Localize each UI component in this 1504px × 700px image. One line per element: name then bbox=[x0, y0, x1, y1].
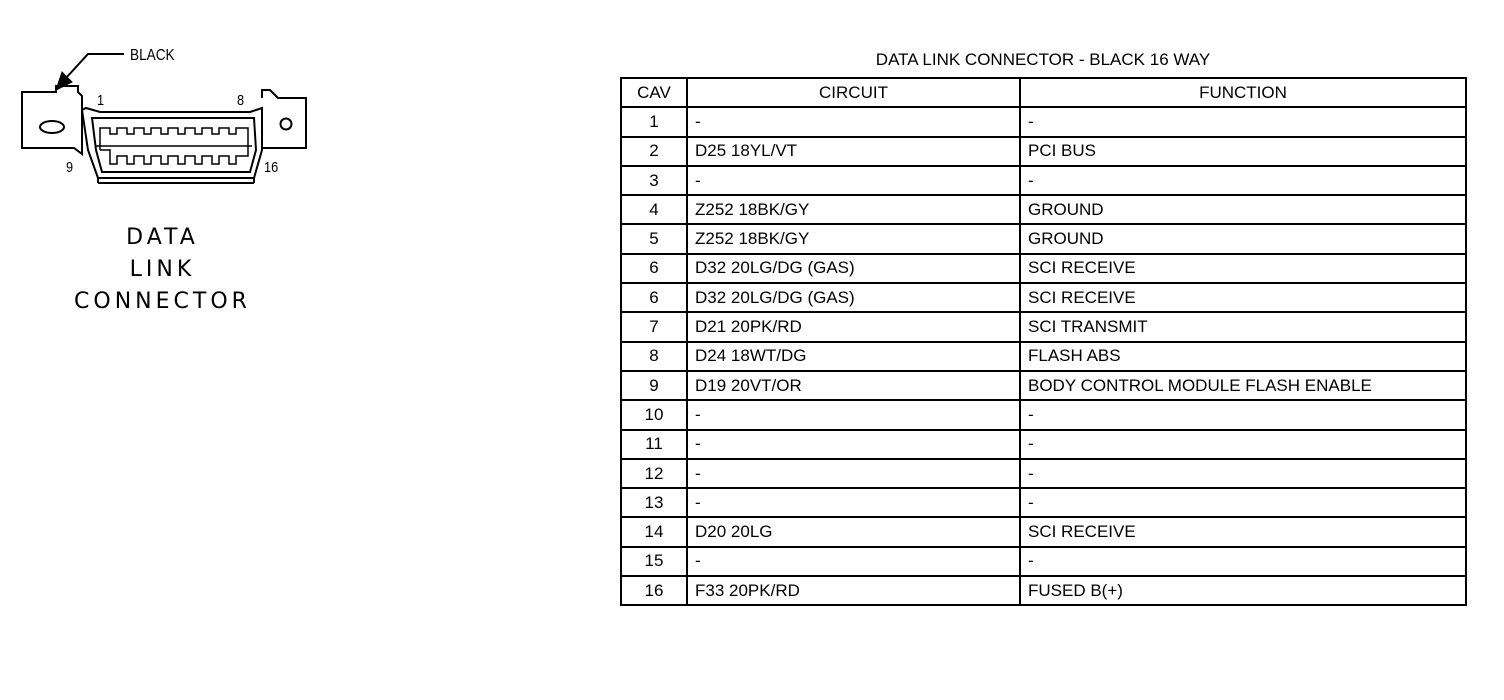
table-row bbox=[621, 517, 1466, 546]
cell-function: - bbox=[1020, 459, 1466, 488]
table-row bbox=[621, 312, 1466, 341]
cell-function: PCI BUS bbox=[1020, 137, 1466, 166]
cell-circuit: D19 20VT/OR bbox=[687, 371, 1020, 400]
cell-function: - bbox=[1020, 488, 1466, 517]
pinout-table bbox=[620, 77, 1467, 606]
cell-cav: 8 bbox=[621, 342, 687, 371]
cell-cav: 12 bbox=[621, 459, 687, 488]
pin-cavities bbox=[96, 128, 252, 164]
cell-cav: 7 bbox=[621, 312, 687, 341]
cell-circuit: D32 20LG/DG (GAS) bbox=[687, 254, 1020, 283]
cell-function: - bbox=[1020, 166, 1466, 195]
cell-circuit: Z252 18BK/GY bbox=[687, 224, 1020, 253]
table-row bbox=[621, 137, 1466, 166]
connector-caption bbox=[60, 222, 265, 318]
cell-cav: 1 bbox=[621, 107, 687, 136]
caption-line: LINK bbox=[129, 257, 196, 282]
cell-function: - bbox=[1020, 400, 1466, 429]
cell-cav: 15 bbox=[621, 547, 687, 576]
table-header-row bbox=[621, 78, 1466, 107]
cell-function: FLASH ABS bbox=[1020, 342, 1466, 371]
cell-circuit: D25 18YL/VT bbox=[687, 137, 1020, 166]
cell-cav: 5 bbox=[621, 224, 687, 253]
cell-function: - bbox=[1020, 430, 1466, 459]
connector-diagram bbox=[0, 0, 560, 700]
cell-cav: 6 bbox=[621, 254, 687, 283]
cell-cav: 9 bbox=[621, 371, 687, 400]
table-row bbox=[621, 195, 1466, 224]
table-row bbox=[621, 459, 1466, 488]
table-title: DATA LINK CONNECTOR - BLACK 16 WAY bbox=[875, 50, 1211, 69]
cell-circuit: - bbox=[687, 166, 1020, 195]
cell-circuit: - bbox=[687, 459, 1020, 488]
pin-label-16: 16 bbox=[264, 159, 279, 176]
black-leader-arrow bbox=[56, 54, 124, 90]
header-cav: CAV bbox=[621, 78, 687, 107]
cell-function: - bbox=[1020, 547, 1466, 576]
cell-function: SCI RECEIVE bbox=[1020, 283, 1466, 312]
table-row bbox=[621, 283, 1466, 312]
table-row bbox=[621, 576, 1466, 605]
pin-label-9: 9 bbox=[66, 159, 74, 176]
table-row bbox=[621, 547, 1466, 576]
cell-cav: 13 bbox=[621, 488, 687, 517]
cell-cav: 10 bbox=[621, 400, 687, 429]
cell-function: SCI TRANSMIT bbox=[1020, 312, 1466, 341]
cell-cav: 16 bbox=[621, 576, 687, 605]
caption-line: DATA bbox=[126, 225, 199, 250]
cell-circuit: - bbox=[687, 400, 1020, 429]
header-function: FUNCTION bbox=[1020, 78, 1466, 107]
cell-circuit: Z252 18BK/GY bbox=[687, 195, 1020, 224]
cell-function: - bbox=[1020, 107, 1466, 136]
cell-cav: 14 bbox=[621, 517, 687, 546]
cell-circuit: F33 20PK/RD bbox=[687, 576, 1020, 605]
cell-circuit: - bbox=[687, 430, 1020, 459]
cell-function: GROUND bbox=[1020, 224, 1466, 253]
cell-circuit: D20 20LG bbox=[687, 517, 1020, 546]
cell-function: GROUND bbox=[1020, 195, 1466, 224]
cell-function: FUSED B(+) bbox=[1020, 576, 1466, 605]
cell-function: SCI RECEIVE bbox=[1020, 254, 1466, 283]
cell-cav: 6 bbox=[621, 283, 687, 312]
table-row bbox=[621, 371, 1466, 400]
cell-function: BODY CONTROL MODULE FLASH ENABLE bbox=[1020, 371, 1466, 400]
header-circuit: CIRCUIT bbox=[687, 78, 1020, 107]
table-row bbox=[621, 166, 1466, 195]
cell-circuit: D32 20LG/DG (GAS) bbox=[687, 283, 1020, 312]
cell-circuit: D21 20PK/RD bbox=[687, 312, 1020, 341]
cell-circuit: - bbox=[687, 107, 1020, 136]
table-row bbox=[621, 430, 1466, 459]
pin-label-1: 1 bbox=[97, 92, 105, 109]
cell-cav: 3 bbox=[621, 166, 687, 195]
table-row bbox=[621, 400, 1466, 429]
table-row bbox=[621, 488, 1466, 517]
table-row bbox=[621, 107, 1466, 136]
cell-circuit: - bbox=[687, 488, 1020, 517]
table-row bbox=[621, 254, 1466, 283]
cell-cav: 4 bbox=[621, 195, 687, 224]
cell-circuit: D24 18WT/DG bbox=[687, 342, 1020, 371]
cell-cav: 11 bbox=[621, 430, 687, 459]
table-row bbox=[621, 224, 1466, 253]
cell-function: SCI RECEIVE bbox=[1020, 517, 1466, 546]
table-row bbox=[621, 342, 1466, 371]
cell-cav: 2 bbox=[621, 137, 687, 166]
caption-line: CONNECTOR bbox=[74, 289, 251, 314]
pin-label-8: 8 bbox=[237, 92, 245, 109]
cell-circuit: - bbox=[687, 547, 1020, 576]
connector-color-label: BLACK bbox=[130, 47, 175, 64]
